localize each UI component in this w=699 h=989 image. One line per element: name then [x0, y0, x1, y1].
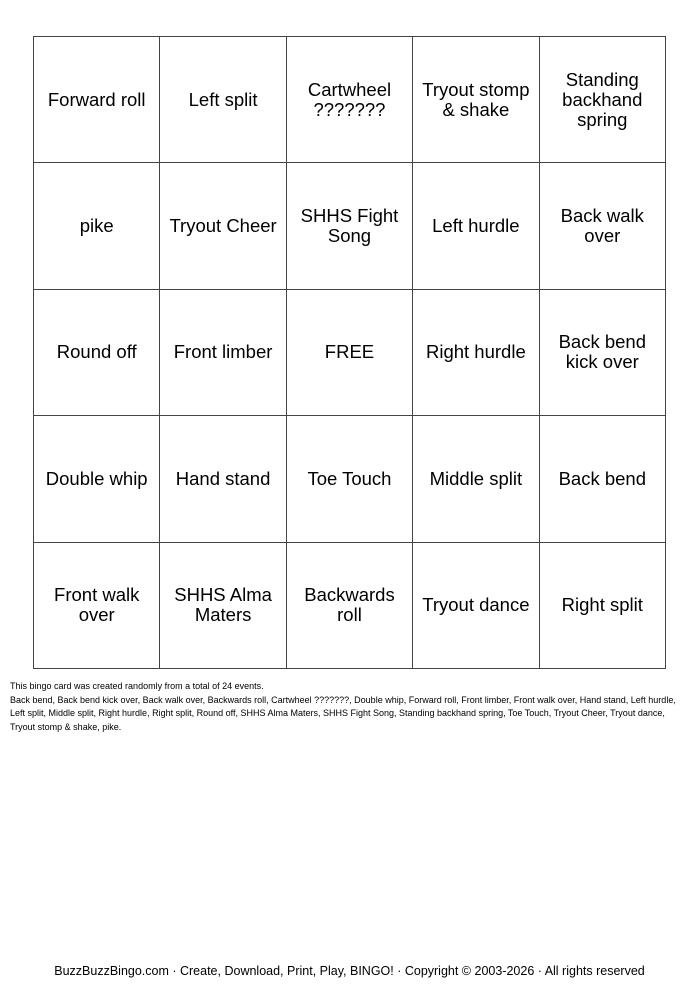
bingo-cell: pike	[34, 163, 160, 289]
bingo-cell: Double whip	[34, 416, 160, 542]
bingo-cell: Back bend	[539, 416, 665, 542]
bingo-cell: Backwards roll	[286, 542, 412, 668]
bingo-cell: SHHS Alma Maters	[160, 542, 286, 668]
card-note	[10, 680, 690, 734]
bingo-cell: Left split	[160, 37, 286, 163]
bingo-cell: Front walk over	[34, 542, 160, 668]
bingo-row	[34, 416, 666, 542]
bingo-cell: Right split	[539, 542, 665, 668]
footer-copyright: BuzzBuzzBingo.com · Create, Download, Print, Play, BINGO! · Copyright © 2003-2026 · All rights reserved	[54, 964, 645, 978]
bingo-cell: Round off	[34, 289, 160, 415]
bingo-cell: Back bend kick over	[539, 289, 665, 415]
bingo-cell: Tryout dance	[413, 542, 539, 668]
bingo-card	[33, 36, 666, 669]
bingo-cell: Front limber	[160, 289, 286, 415]
bingo-cell: Left hurdle	[413, 163, 539, 289]
bingo-cell: SHHS Fight Song	[286, 163, 412, 289]
bingo-cell: Cartwheel ???????	[286, 37, 412, 163]
bingo-free-cell: FREE	[286, 289, 412, 415]
bingo-row	[34, 163, 666, 289]
bingo-cell: Forward roll	[34, 37, 160, 163]
bingo-row	[34, 289, 666, 415]
bingo-cell: Right hurdle	[413, 289, 539, 415]
bingo-cell: Toe Touch	[286, 416, 412, 542]
bingo-cell: Standing backhand spring	[539, 37, 665, 163]
bingo-row	[34, 542, 666, 668]
bingo-cell: Tryout Cheer	[160, 163, 286, 289]
bingo-cell: Tryout stomp & shake	[413, 37, 539, 163]
bingo-row	[34, 37, 666, 163]
bingo-cell: Middle split	[413, 416, 539, 542]
bingo-cell: Hand stand	[160, 416, 286, 542]
note-event-list: Back bend, Back bend kick over, Back walk over, Backwards roll, Cartwheel ???????, Double whip, Forward roll, Front limber, Front walk over, Hand stand, Left hurdle, Left split, Middle split, Right hurdle, Right split, Round off, SHHS Alma Maters, SHHS Fight Song, Standing backhand spring, Toe Touch, Tryout Cheer, Tryout dance, Tryout stomp & shake, pike.	[10, 694, 676, 732]
note-intro: This bingo card was created randomly from a total of 24 events.	[10, 681, 264, 691]
bingo-cell: Back walk over	[539, 163, 665, 289]
